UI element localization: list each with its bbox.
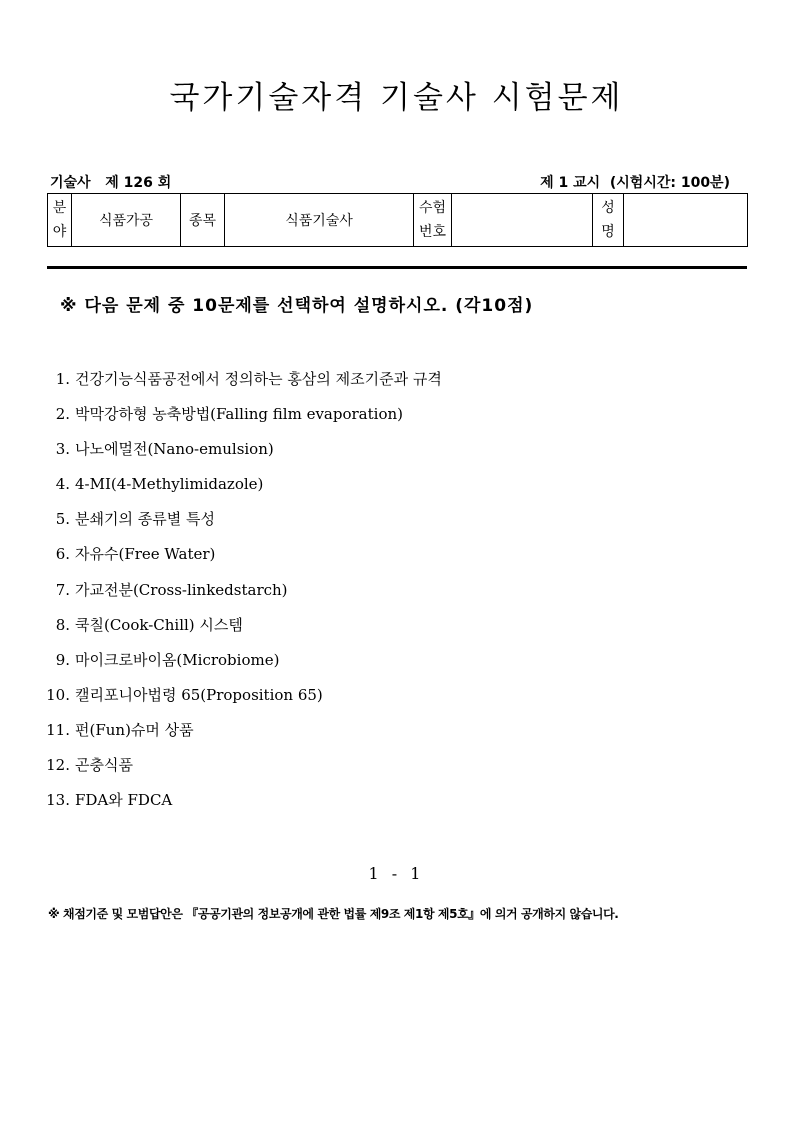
- question-number: 2.: [55, 405, 70, 424]
- list-item: [44, 542, 442, 577]
- field-value: 식품가공: [72, 194, 181, 247]
- question-text: 쿡칠(Cook-Chill) 시스템: [75, 615, 243, 634]
- exam-number-label-bottom: 번호: [418, 224, 447, 240]
- list-item: [44, 437, 442, 472]
- field-label-bottom: 야: [52, 224, 67, 240]
- name-label-bottom: 명: [601, 224, 615, 240]
- list-item: [44, 648, 442, 683]
- category-label: 종목: [181, 194, 225, 247]
- exam-number-label-top: 수험: [418, 200, 447, 216]
- field-label-cell: [48, 194, 72, 247]
- question-number: 1.: [55, 370, 70, 388]
- question-text: 나노에멀전(Nano-emulsion): [75, 440, 274, 459]
- list-item: [44, 613, 442, 648]
- question-number: 10.: [46, 685, 70, 704]
- question-text: 마이크로바이옴(Microbiome): [75, 650, 280, 669]
- question-number: 12.: [46, 756, 70, 775]
- question-number: 4.: [55, 475, 70, 494]
- question-text: 박막강하형 농축방법(Falling film evaporation): [75, 405, 403, 424]
- question-text: 펀(Fun)슈머 상품: [75, 720, 194, 739]
- question-text: 자유수(Free Water): [75, 545, 216, 564]
- exam-meta-row: [48, 172, 748, 192]
- document-title: 국가기술자격 기술사 시험문제: [169, 80, 624, 116]
- question-number: 7.: [55, 580, 70, 599]
- header-divider: [47, 266, 747, 269]
- name-label-cell: [593, 194, 624, 247]
- disclosure-notice: ※ 채점기준 및 모범답안은 『공공기관의 정보공개에 관한 법률 제9조 제1항 제5호』에 의거 공개하지 않습니다.: [48, 907, 619, 921]
- list-item: [44, 683, 442, 718]
- list-item: [44, 788, 442, 823]
- session-info: 제 1 교시 (시험시간: 100분): [540, 175, 730, 191]
- question-number: 11.: [46, 720, 70, 739]
- question-number: 5.: [55, 510, 70, 529]
- question-text: 캘리포니아법령 65(Proposition 65): [75, 685, 323, 704]
- name-label-top: 성: [601, 200, 615, 216]
- question-text: 건강기능식품공전에서 정의하는 홍삼의 제조기준과 규격: [75, 370, 442, 388]
- list-item: [44, 507, 442, 542]
- question-list: [44, 367, 442, 823]
- question-number: 3.: [55, 440, 70, 459]
- list-item: [44, 578, 442, 613]
- name-field[interactable]: [624, 194, 748, 247]
- exam-number-label-cell: [414, 194, 452, 247]
- question-text: 가교전분(Cross-linkedstarch): [75, 580, 288, 599]
- list-item: [44, 367, 442, 402]
- exam-number-field[interactable]: [452, 194, 593, 247]
- question-text: FDA와 FDCA: [75, 791, 173, 810]
- list-item: [44, 718, 442, 753]
- question-number: 6.: [55, 545, 70, 564]
- exam-info-table: [47, 193, 748, 247]
- list-item: [44, 753, 442, 788]
- list-item: [44, 402, 442, 437]
- question-text: 곤충식품: [75, 756, 133, 775]
- page-number: 1 - 1: [368, 864, 425, 883]
- category-value: 식품기술사: [225, 194, 414, 247]
- list-item: [44, 472, 442, 507]
- question-number: 9.: [55, 650, 70, 669]
- exam-round: 기술사 제 126 회: [50, 175, 172, 191]
- field-label-top: 분: [52, 200, 67, 216]
- question-text: 4-MI(4-Methylimidazole): [75, 475, 264, 494]
- question-number: 13.: [46, 791, 70, 810]
- question-text: 분쇄기의 종류별 특성: [75, 510, 215, 529]
- instruction-text: ※ 다음 문제 중 10문제를 선택하여 설명하시오. (각10점): [60, 296, 534, 316]
- question-number: 8.: [55, 615, 70, 634]
